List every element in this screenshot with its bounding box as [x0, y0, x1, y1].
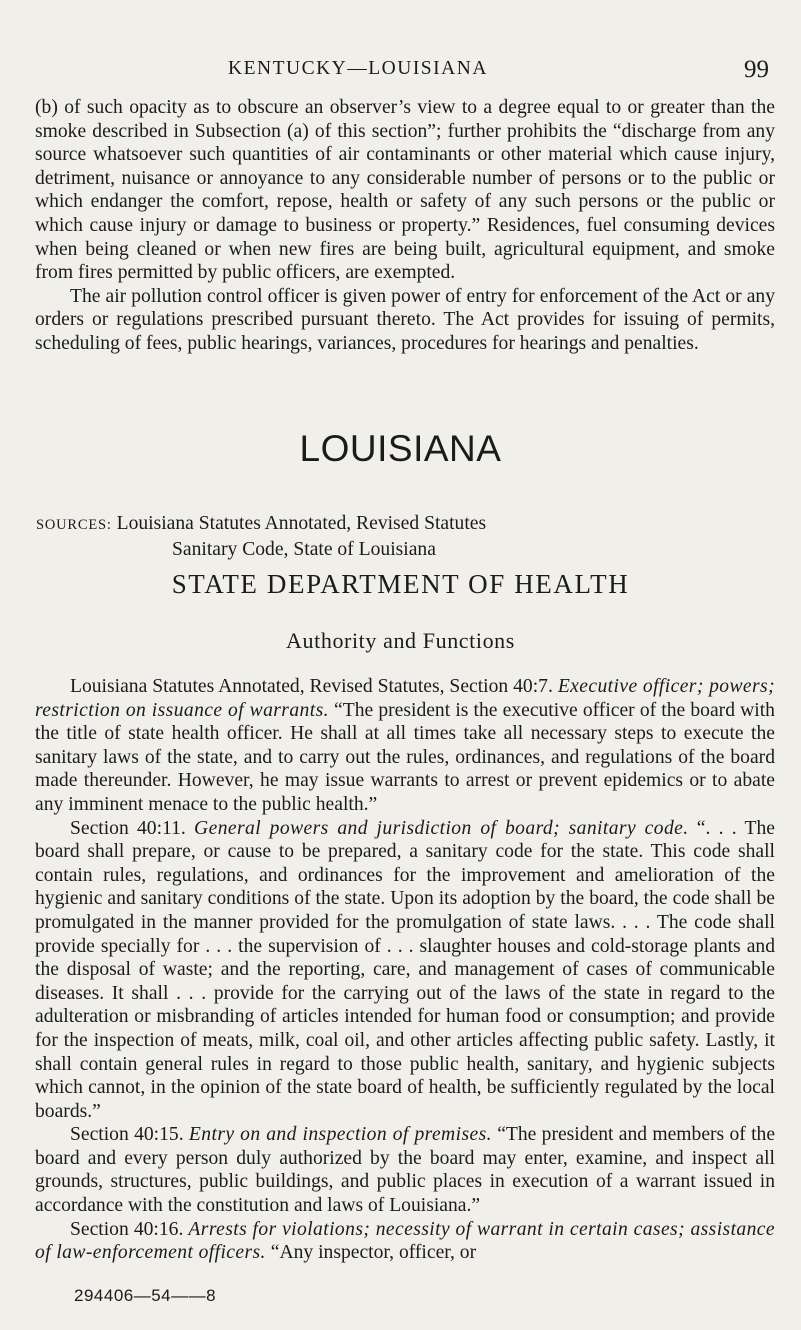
- statute-lead: Section 40:11.: [70, 817, 186, 839]
- statute-paragraph: [35, 817, 775, 1124]
- sources-item-2: Sanitary Code, State of Louisiana: [172, 538, 436, 560]
- department-heading: STATE DEPARTMENT OF HEALTH: [171, 569, 630, 599]
- statute-lead: Section 40:16.: [70, 1218, 184, 1240]
- statute-lead: Section 40:15.: [70, 1124, 184, 1146]
- statute-lead: Louisiana Statutes Annotated, Revised Statutes, Section 40:7.: [70, 676, 553, 697]
- statute-body: “. . . The board shall prepare, or cause to be prepared, a sanitary code for the state. This code shall contain rules, regulations, and ordinances for the improvement and amelioration of the hygienic and sanitary conditions of the state. Upon its adoption by the board, the code shall be promulgated in the manner provided for the promulgation of state laws. . . . The code shall provide specially for . . . the supervision of . . . slaughter houses and cold-storage plants and the disposal of waste; and the reporting, care, and management of cases of communicable diseases. It shall . . . provide for the carrying out of the laws of the state in regard to the adulteration or misbranding of articles intended for human food or consumption; and provide for the inspection of meats, milk, coal oil, and other articles affecting public safety. Lastly, it shall contain general rules in regard to those public health, sanitary, and hygienic subjects which cannot, in the opinion of the state board of health, be sufficiently regulated by the local boards.”: [35, 817, 775, 1122]
- sources-item-1: Louisiana Statutes Annotated, Revised Statutes: [116, 513, 487, 534]
- statute-title: Entry on and inspection of premises.: [188, 1124, 492, 1146]
- sources-label: SOURCES:: [36, 517, 112, 533]
- statute-title: Executive officer; powers; restriction on issuance of warrants.: [35, 676, 776, 721]
- print-code: 294406—54——8: [74, 1286, 217, 1305]
- kentucky-paragraph-1: (b) of such opacity as to obscure an observer’s view to a degree equal to or greater than the smoke described in Subsection (a) of this section”; further prohibits the “discharge from any source whatsoever such quantities of air contaminants or other material which cause injury, detriment, nuisance or annoyance to any considerable number of persons or to the public or which endanger the comfort, repose, health or safety of any such persons or the public or which cause injury or damage to business or property.” Residences, fuel consuming devices when being cleaned or when new fires are being built, agricultural equipment, and smoke from fires permitted by public officers, are exempted.: [35, 97, 775, 284]
- page-number: 99: [744, 56, 769, 83]
- running-title: KENTUCKY—LOUISIANA: [228, 58, 488, 79]
- louisiana-statutes: [35, 675, 775, 1265]
- running-header: [0, 56, 801, 90]
- kentucky-continuation: [35, 96, 775, 356]
- statute-title: General powers and jurisdiction of board; sanitary code.: [194, 817, 689, 839]
- statute-body: “Any inspector, officer, or: [270, 1242, 477, 1264]
- state-heading: LOUISIANA: [299, 428, 502, 469]
- subheading: Authority and Functions: [286, 628, 515, 653]
- kentucky-paragraph-2: The air pollution control officer is given power of entry for enforcement of the Act or any orders or regulations prescribed pursuant thereto. The Act provides for issuing of permits, scheduling of fees, public hearings, variances, procedures for hearings and penalties.: [35, 285, 775, 354]
- sources-line-1: [36, 512, 776, 538]
- statute-body: “The president and members of the board and every person duly authorized by the board may enter, examine, and inspect all grounds, structures, public buildings, and public places in execution of a warrant issued in accordance with the constitution and laws of Louisiana.”: [35, 1124, 776, 1217]
- statute-title: Arrests for violations; necessity of warrant in certain cases; assistance of law-enforcement officers.: [35, 1218, 776, 1264]
- statute-body: “The president is the executive officer of the board with the title of state health officer. He shall at all times take all necessary steps to execute the sanitary laws of the state, and to carry out the rules, ordinances, and regulations of the board made thereunder. However, he may issue warrants to arrest or prevent epidemics or to abate any imminent menace to the public health.”: [35, 699, 775, 815]
- statute-paragraph: [35, 675, 775, 817]
- statute-paragraph: [35, 1218, 775, 1265]
- sources-block: [36, 512, 776, 561]
- statute-paragraph: [35, 1123, 775, 1217]
